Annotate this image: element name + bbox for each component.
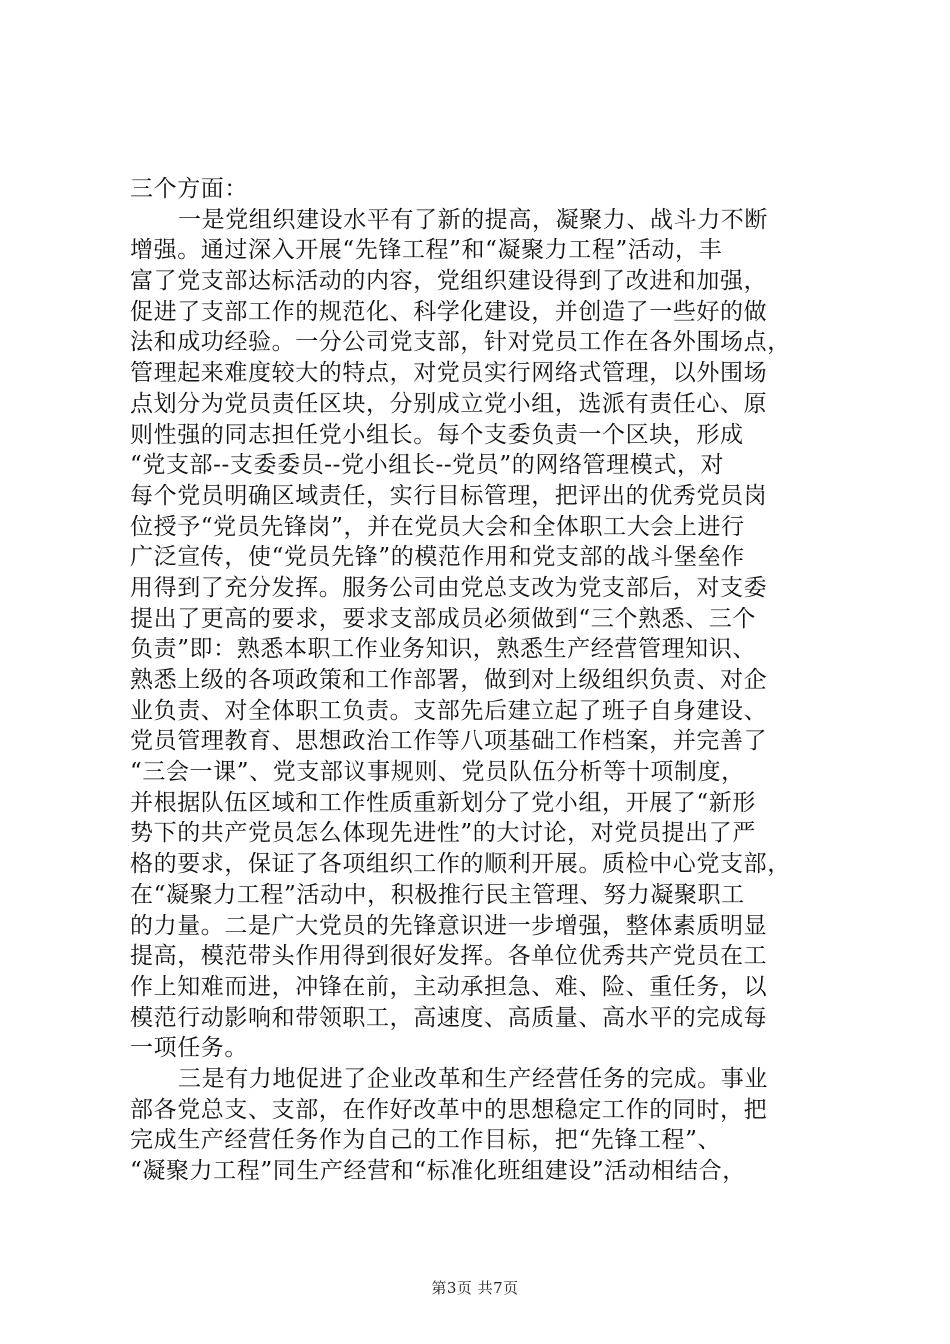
text-line: 完成生产经营任务作为自己的工作目标，把“先锋工程”、 (130, 1127, 722, 1154)
page-number-footer: 第3页 共7页 (431, 1279, 519, 1297)
text-line: 熟悉上级的各项政策和工作部署，做到对上级组织负责、对企 (130, 667, 768, 693)
text-line: 部各党总支、支部，在作好改革中的思想稳定工作的同时，把 (130, 1096, 768, 1123)
text-line: 势下的共产党员怎么体现先进性”的大讨论，对党员提出了严 (130, 820, 756, 847)
text-line: 并根据队伍区域和工作性质重新划分了党小组，开展了“新形 (130, 789, 756, 816)
text-line: 业负责、对全体职工负责。支部先后建立起了班子自身建设、 (130, 697, 768, 724)
text-line: 法和成功经验。一分公司党支部，针对党员工作在各外围场点， (130, 329, 791, 356)
text-line: 广泛宣传，使“党员先锋”的模范作用和党支部的战斗堡垒作 (130, 544, 745, 571)
text-line: 的力量。二是广大党员的先锋意识进一步增强，整体素质明显 (130, 912, 768, 939)
text-line: 提出了更高的要求，要求支部成员必须做到“三个熟悉、三个 (130, 605, 756, 632)
text-line: 负责”即：熟悉本职工作业务知识，熟悉生产经营管理知识、 (130, 636, 756, 663)
text-line: 富了党支部达标活动的内容，党组织建设得到了改进和加强， (130, 268, 768, 295)
text-line: 每个党员明确区域责任，实行目标管理，把评出的优秀党员岗 (130, 482, 768, 509)
text-line: 点划分为党员责任区块，分别成立党小组，选派有责任心、原 (130, 390, 768, 417)
text-line: 管理起来难度较大的特点，对党员实行网络式管理，以外围场 (130, 360, 768, 387)
text-line: 三是有力地促进了企业改革和生产经营任务的完成。事业 (178, 1065, 768, 1092)
text-line: 一是党组织建设水平有了新的提高，凝聚力、战斗力不断 (178, 206, 768, 233)
text-line: 一项任务。 (130, 1035, 248, 1062)
text-line: 位授予“党员先锋岗”，并在党员大会和全体职工大会上进行 (130, 513, 745, 540)
text-line: “党支部--支委委员--党小组长--党员”的网络管理模式，对 (130, 452, 725, 479)
text-line: 促进了支部工作的规范化、科学化建设，并创造了一些好的做 (130, 298, 768, 325)
text-line: 党员管理教育、思想政治工作等八项基础工作档案，并完善了 (130, 728, 768, 755)
text-line: 在“凝聚力工程”活动中，积极推行民主管理、努力凝聚职工 (130, 881, 745, 908)
text-line: 用得到了充分发挥。服务公司由党总支改为党支部后，对支委 (130, 574, 768, 601)
text-line: 作上知难而进，冲锋在前，主动承担急、难、险、重任务，以 (130, 973, 768, 1000)
text-line: 提高，模范带头作用得到很好发挥。各单位优秀共产党员在工 (130, 943, 768, 970)
text-line: 模范行动影响和带领职工，高速度、高质量、高水平的完成每 (130, 1004, 768, 1031)
document-body (130, 174, 840, 1187)
text-line: “凝聚力工程”同生产经营和“标准化班组建设”活动相结合， (130, 1158, 746, 1184)
text-line: 格的要求，保证了各项组织工作的顺利开展。质检中心党支部， (130, 851, 791, 878)
text-line: 增强。通过深入开展“先锋工程”和“凝聚力工程”活动，丰 (130, 237, 723, 264)
text-line: 则性强的同志担任党小组长。每个支委负责一个区块，形成 (130, 421, 744, 448)
text-line: 三个方面： (130, 176, 248, 202)
text-line: “三会一课”、党支部议事规则、党员队伍分析等十项制度， (130, 759, 745, 786)
